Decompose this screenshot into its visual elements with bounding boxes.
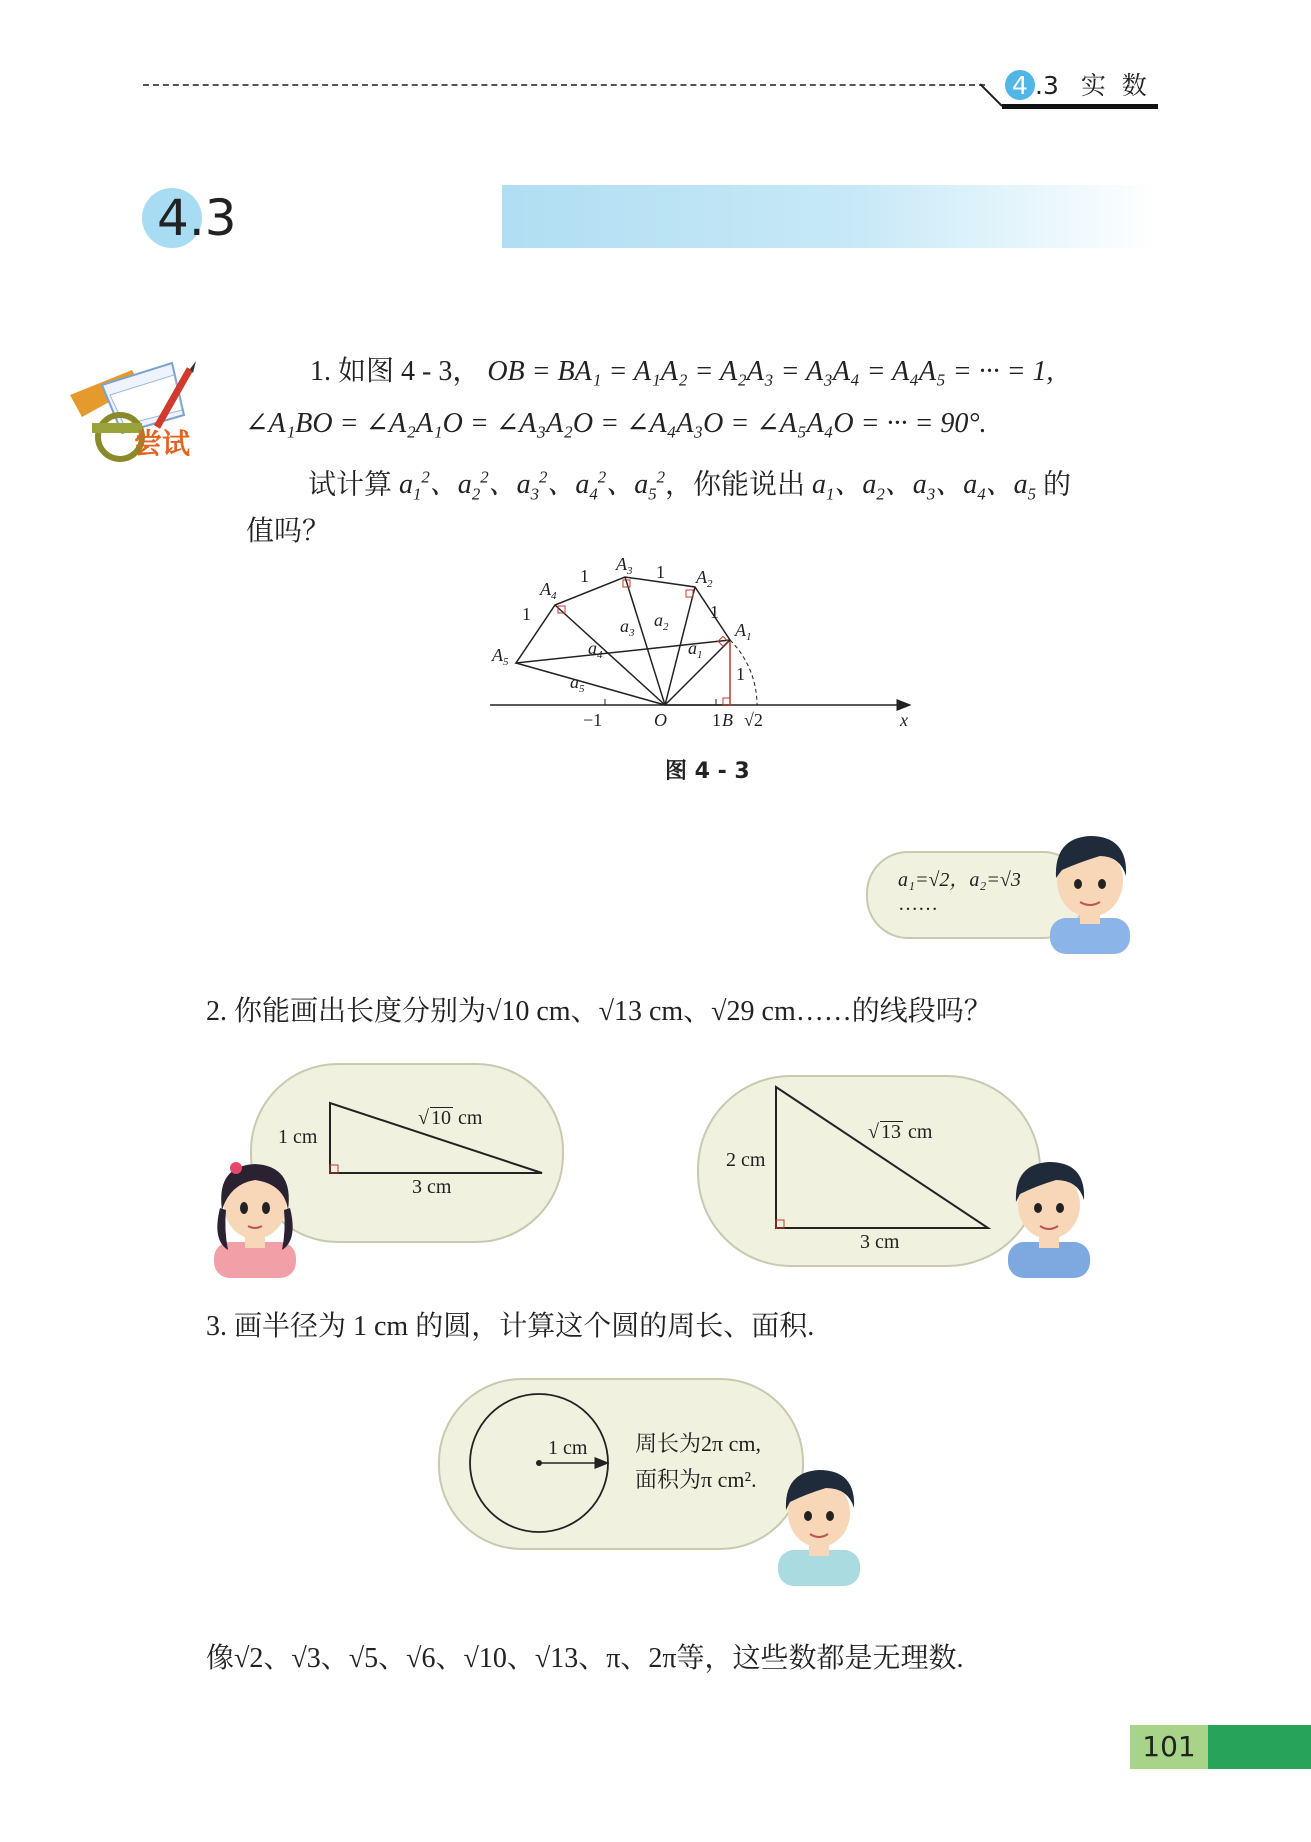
problem3: 3. 画半径为 1 cm 的圆，计算这个圆的周长、面积. [206,1311,815,1342]
tri1-horizontal-label: 3 cm [412,1176,452,1198]
circle-figure [464,1388,624,1538]
problem1-equation1: OB = BA₁ = A₁A₂ = A₂A₃ = A₃A₄ = A₄A₅ = ··· = 1, [487,356,1054,387]
svg-text:a5: $a_5$ [570,672,585,695]
svg-text:1: 1 [522,604,531,624]
values-list: $a_1$、$a_2$、$a_3$、$a_4$、$a_5$ [805,469,1037,504]
svg-text:A4: $A_4$ [540,579,557,602]
svg-text:1: 1 [710,602,719,622]
figure-4-3 [480,550,920,730]
bubble-boy1-text: a₁=√2，a₂=√3 …… [898,869,1021,915]
svg-text:a2: $a_2$ [654,610,669,633]
radius-label: 1 cm [548,1437,588,1459]
problem1-line2: ∠A₁BO = ∠A₂A₁O = ∠A₃A₂O = ∠A₄A₃O = ∠A₅A₄O = ··· = 90°. [245,408,987,439]
problem2: 2. 你能画出长度分别为√10 cm、√13 cm、√29 cm……的线段吗？ [206,996,992,1027]
circle-bubble-text: 周长为2π cm, 面积为π cm². [635,1431,761,1492]
tri2-hyp-label: √ 13 cm [868,1121,933,1143]
problem1-line1: 1. 如图 4 - 3， OB = BA₁ = A₁A₂ = A₂A₃ = A₃A₄ = A₄A₅ = ··· = 1, [310,356,1054,387]
girl-avatar [206,1150,304,1278]
page-green-bar [1208,1725,1311,1769]
boy-avatar-3 [770,1458,868,1586]
triangle-2 [766,1082,996,1234]
boy-avatar-1 [1040,826,1140,954]
svg-text:1: 1 [712,710,721,730]
tri2-horizontal-label: 3 cm [860,1231,900,1253]
section-number: 4.3 [157,189,237,247]
header-rule [143,84,985,86]
problem1-line4: 值吗？ [246,516,331,547]
section-banner [502,185,1157,248]
try-label: 尝试 [134,427,191,460]
tri1-vertical-label: 1 cm [278,1126,318,1148]
svg-text:1: 1 [736,664,745,684]
header-section-underline [1002,104,1158,109]
svg-text:1: 1 [656,562,665,582]
squares-list: $a_1^2$、$a_2^2$、$a_3^2$、$a_4^2$、$a_5^2$ [399,468,665,504]
svg-text:A5: $A_5$ [492,645,509,668]
try-icon [62,355,202,470]
svg-text:A2: $A_2$ [696,567,713,590]
svg-text:a4: $a_4$ [588,638,603,661]
figure-caption: 图 4 - 3 [665,759,750,784]
svg-text:a1: $a_1$ [688,638,703,661]
tri2-vertical-label: 2 cm [726,1149,766,1171]
header-section: 4 .3 实 数 [1005,70,1151,102]
svg-text:B: B [722,710,733,730]
svg-text:1: 1 [580,566,589,586]
svg-text:x: x [900,710,908,730]
conclusion: 像√2、√3、√5、√6、√10、√13、π、2π等，这些数都是无理数. [206,1643,964,1674]
svg-text:A3: $A_3$ [616,554,633,577]
header-section-title: 实 数 [1080,71,1151,100]
header-badge: 4 [1005,70,1035,100]
boy-avatar-2 [1000,1150,1098,1278]
svg-text:−1: −1 [583,710,603,730]
svg-text:A1: $A_1$ [735,620,752,643]
page-number: 101 [1130,1725,1208,1769]
svg-text:a3: $a_3$ [620,616,635,639]
problem1-line3: 试计算 $a_1^2$、$a_2^2$、$a_3^2$、$a_4^2$、$a_5^2$，你能说出 $a_1$、$a_2$、$a_3$、$a_4$、$a_5$ 的 [308,468,1072,504]
svg-text:√2: √2 [744,710,763,730]
tri1-hyp-label: √ 10 cm [418,1107,483,1129]
svg-text:O: O [654,710,667,730]
